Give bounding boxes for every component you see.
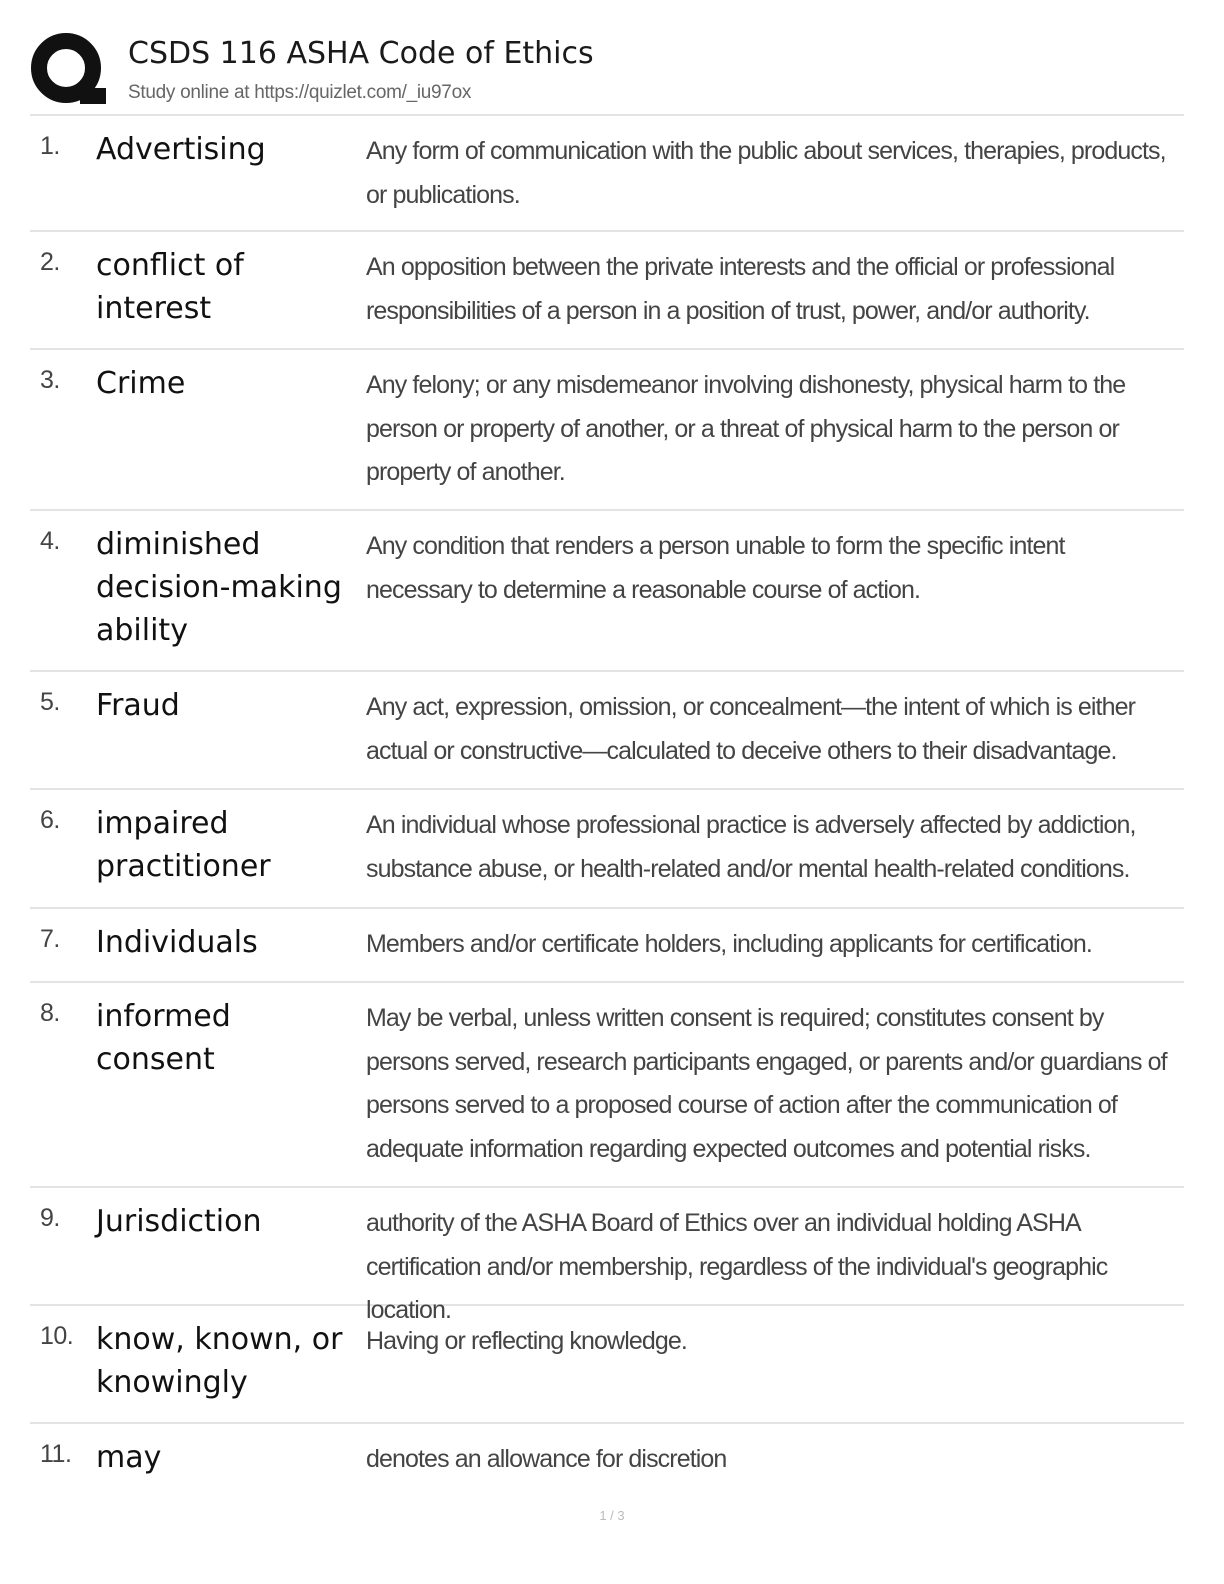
term-row: [30, 1188, 1184, 1324]
term-number: 1.: [40, 132, 60, 160]
term-number: 7.: [40, 925, 60, 953]
quizlet-logo-icon: [30, 30, 106, 106]
page-number: 1 / 3: [599, 1508, 625, 1523]
term-number: 2.: [40, 248, 60, 276]
term-number: 11.: [40, 1440, 72, 1468]
term-name: diminished decision-making ability: [96, 527, 342, 648]
term-name: Jurisdiction: [96, 1204, 262, 1239]
page-header: [30, 28, 1190, 114]
term-row: [30, 909, 1184, 983]
term-name: may: [96, 1440, 162, 1475]
quizlet-link[interactable]: https://quizlet.com/_iu97ox: [254, 82, 472, 103]
term-name: know, known, or knowingly: [96, 1322, 343, 1400]
term-number: 6.: [40, 806, 60, 834]
term-definition: An opposition between the private interests and the official or professional responsibilities of a person in a position of trust, power, and/or authority.: [366, 253, 1115, 325]
term-row: [30, 983, 1184, 1188]
term-definition: Any act, expression, omission, or concealment—the intent of which is either actual or constructive—calculated to deceive others to their disadvantage.: [366, 693, 1136, 765]
term-name: impaired practitioner: [96, 806, 271, 884]
term-name: Advertising: [96, 132, 266, 167]
study-online-label: Study online at: [128, 82, 255, 103]
term-row: [30, 790, 1184, 909]
term-row: [30, 1424, 1184, 1504]
term-number: 10.: [40, 1322, 74, 1350]
page-title: CSDS 116 ASHA Code of Ethics: [128, 36, 594, 71]
term-name: Fraud: [96, 688, 180, 723]
terms-list: [30, 116, 1184, 1504]
term-name: Crime: [96, 366, 186, 401]
term-definition: Any form of communication with the public about services, therapies, products, or publications.: [366, 137, 1166, 209]
term-name: Individuals: [96, 925, 258, 960]
term-name: conflict of interest: [96, 248, 244, 326]
term-row: [30, 350, 1184, 511]
term-row: [30, 116, 1184, 232]
term-definition: Any felony; or any misdemeanor involving dishonesty, physical harm to the person or property of another, or a threat of physical harm to the person or property of another.: [366, 371, 1126, 486]
term-number: 4.: [40, 527, 60, 555]
term-number: 8.: [40, 999, 60, 1027]
term-row: [30, 1306, 1184, 1424]
term-row: [30, 232, 1184, 350]
term-name: informed consent: [96, 999, 231, 1077]
term-definition: Any condition that renders a person unable to form the specific intent necessary to determine a reasonable course of action.: [366, 532, 1065, 604]
term-number: 3.: [40, 366, 60, 394]
term-definition: May be verbal, unless written consent is required; constitutes consent by persons served, research participants engaged, or parents and/or guardians of persons served to a proposed course of action after the communication of adequate information regarding expected outcomes and potential risks.: [366, 1004, 1167, 1163]
term-definition: denotes an allowance for discretion: [366, 1445, 727, 1473]
study-online-text: [128, 82, 471, 104]
term-definition: Having or reflecting knowledge.: [366, 1327, 687, 1355]
term-definition: An individual whose professional practice is adversely affected by addiction, substance abuse, or health-related and/or mental health-related conditions.: [366, 811, 1136, 883]
term-row: [30, 511, 1184, 672]
term-definition: Members and/or certificate holders, including applicants for certification.: [366, 930, 1092, 958]
term-number: 5.: [40, 688, 60, 716]
term-row: [30, 672, 1184, 790]
term-number: 9.: [40, 1204, 60, 1232]
term-definition: authority of the ASHA Board of Ethics over an individual holding ASHA certification and/or membership, regardless of the individual's geographic location.: [366, 1209, 1108, 1324]
